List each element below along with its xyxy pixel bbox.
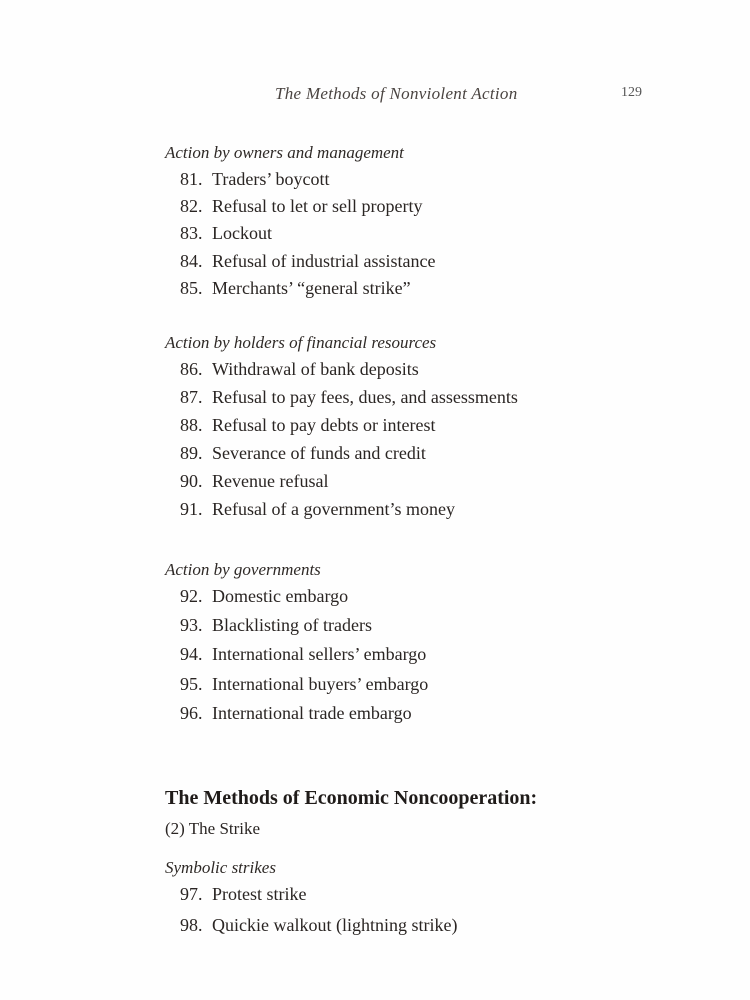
item-text: Refusal to pay debts or interest [212,415,436,435]
list-item [180,415,435,436]
section-heading: Action by holders of financial resources [165,333,437,352]
list-item [180,223,272,244]
item-text: Withdrawal of bank deposits [212,359,419,379]
item-number: 81. [180,169,203,189]
list-item [180,443,426,464]
item-text: Severance of funds and credit [212,443,426,463]
list-item [180,278,411,299]
list-item [180,359,419,380]
list-item [180,387,518,408]
chapter-part: (2) The Strike [165,819,261,838]
section-heading: Action by governments [165,560,321,579]
item-number: 95. [180,673,203,694]
list-item [180,499,455,520]
item-number: 97. [180,884,203,904]
item-text: Refusal of industrial assistance [212,250,436,271]
list-item [180,915,457,936]
item-text: Merchants’ “general strike” [212,277,411,298]
item-number: 96. [180,702,203,723]
item-number: 83. [180,223,203,244]
item-text: Refusal to let or sell property [212,196,423,217]
item-text: International buyers’ embargo [212,673,429,694]
item-text: International sellers’ embargo [212,644,427,665]
item-text: Blacklisting of traders [212,615,372,636]
item-number: 86. [180,359,203,379]
item-text: Domestic embargo [212,586,349,606]
item-text: Lockout [212,223,272,244]
item-number: 94. [180,644,203,665]
item-text: Traders’ boycott [212,169,330,189]
list-item [180,703,412,724]
running-title: The Methods of Nonviolent Action [275,84,518,103]
list-item [180,196,422,217]
list-item [180,644,426,665]
list-item [180,884,307,905]
list-item [180,615,372,636]
item-text: Refusal to pay fees, dues, and assessments [212,387,518,407]
item-number: 98. [180,915,203,935]
item-number: 90. [180,471,203,491]
item-number: 93. [180,615,203,636]
list-item [180,471,328,492]
item-text: Refusal of a government’s money [212,499,455,519]
item-text: Protest strike [212,884,307,904]
item-text: Revenue refusal [212,471,329,491]
list-item [180,674,428,695]
item-text: International trade embargo [212,702,412,723]
page-number: 129 [621,85,642,100]
section-heading: Symbolic strikes [165,858,276,877]
list-item [180,251,435,272]
section-heading: Action by owners and management [165,143,404,162]
item-number: 88. [180,415,203,435]
chapter-heading: The Methods of Economic Noncooperation: [165,787,538,809]
item-number: 84. [180,250,203,271]
item-number: 91. [180,499,203,519]
item-text: Quickie walkout (lightning strike) [212,915,458,935]
item-number: 92. [180,586,203,606]
item-number: 87. [180,387,203,407]
item-number: 89. [180,443,203,463]
item-number: 85. [180,277,203,298]
list-item [180,586,348,607]
list-item [180,169,329,190]
item-number: 82. [180,196,203,217]
